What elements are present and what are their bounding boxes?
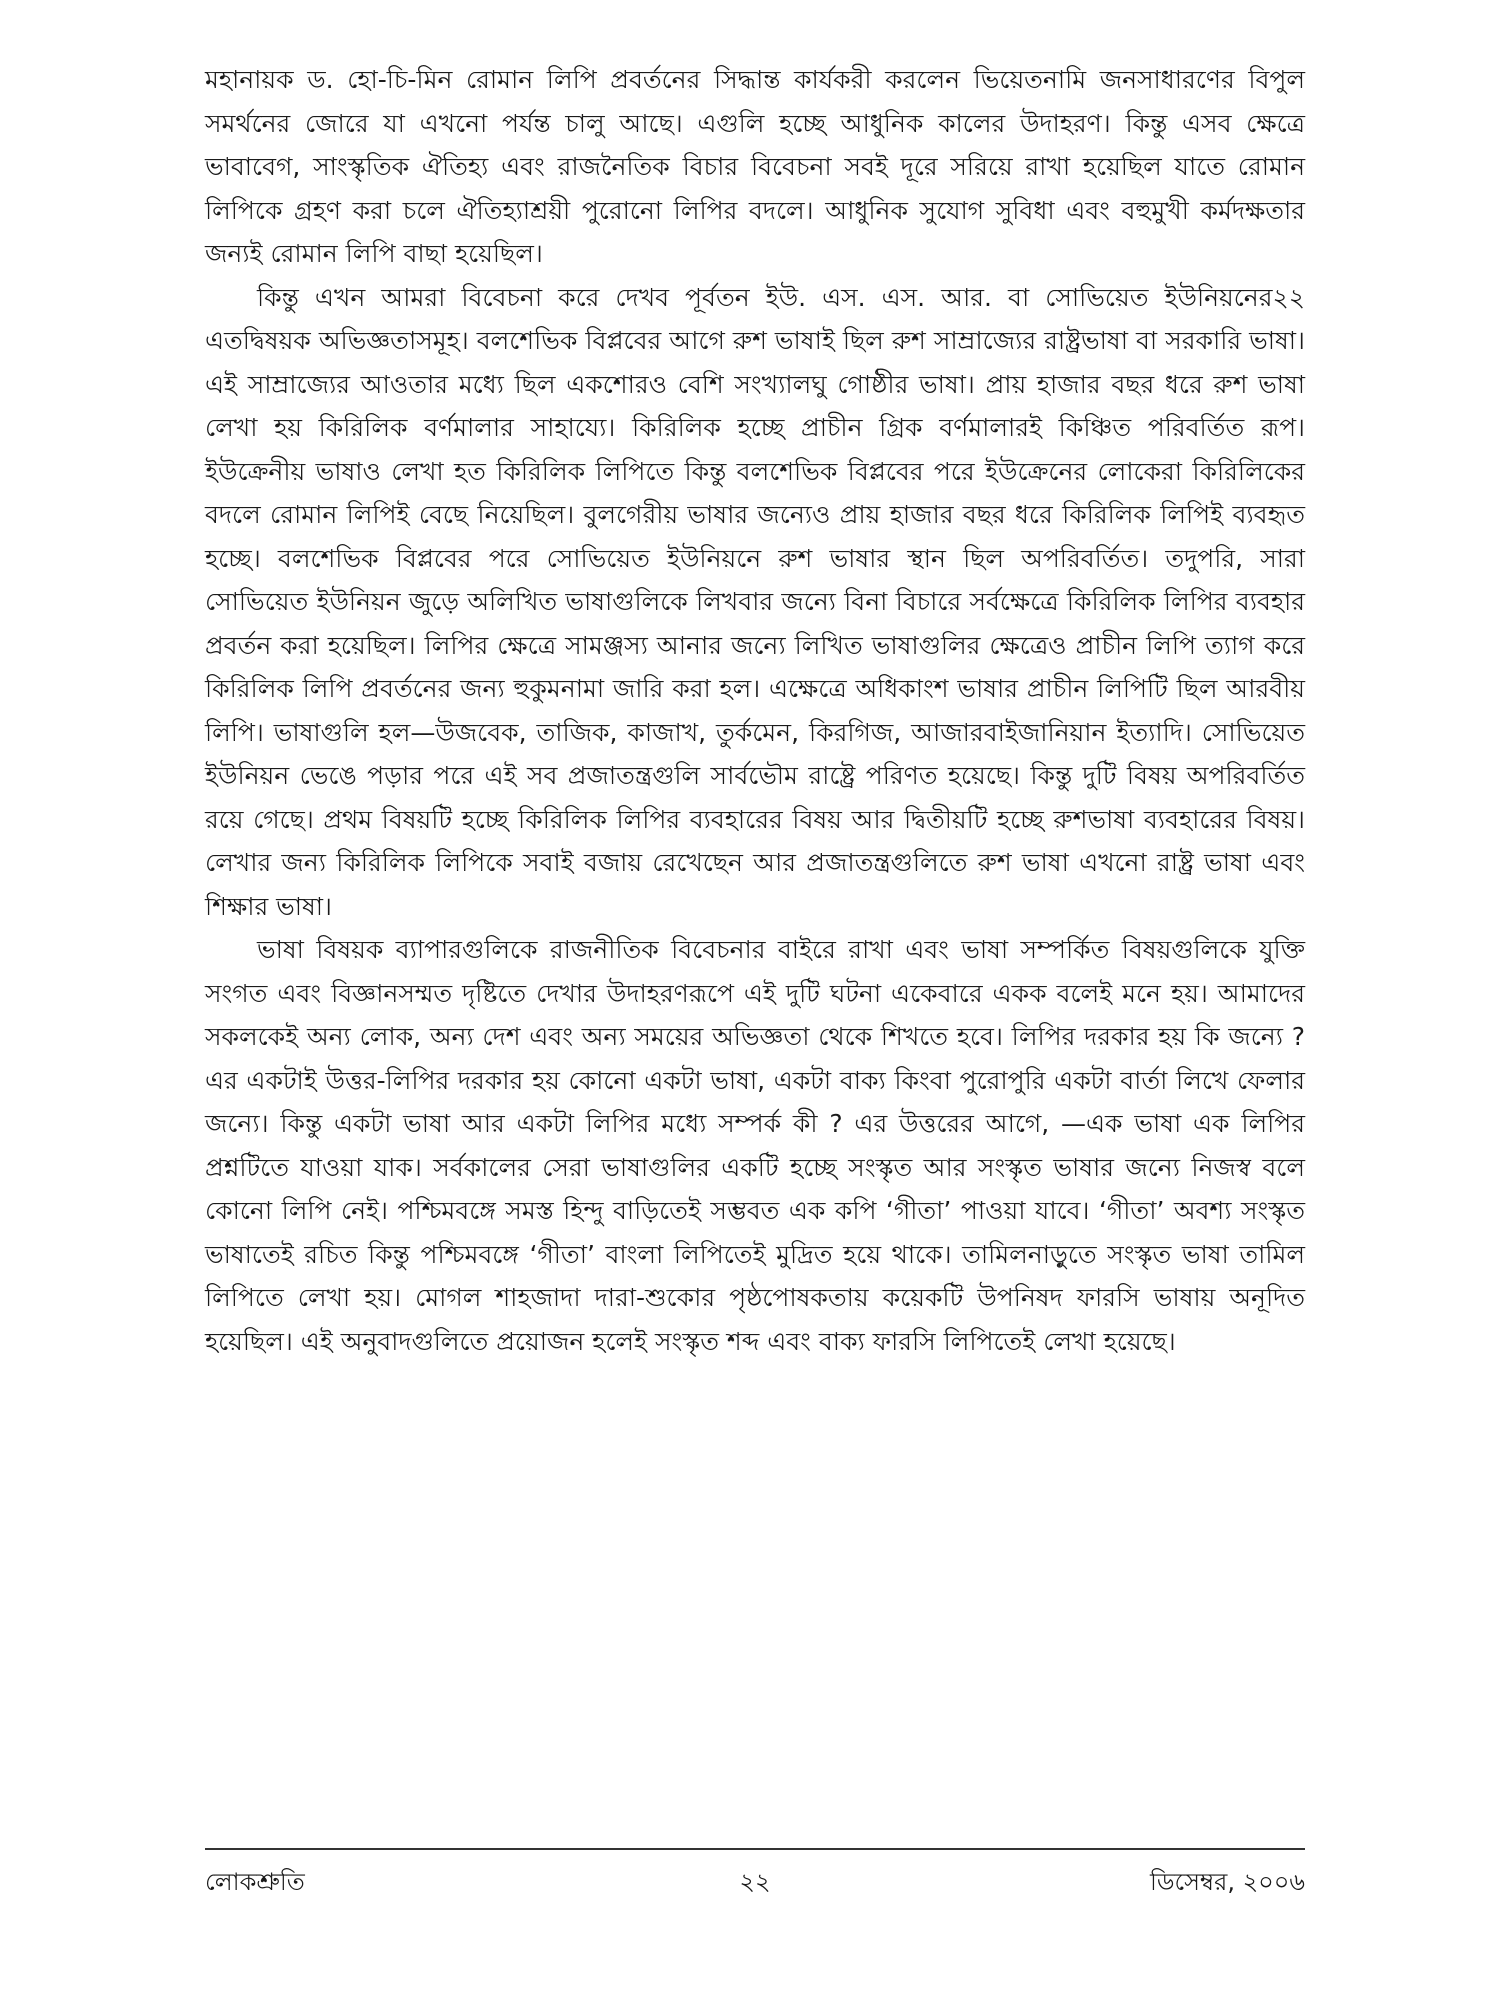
publication-name: লোকশ্রুতি [205,1868,305,1896]
paragraph-3: ভাষা বিষয়ক ব্যাপারগুলিকে রাজনীতিক বিবেচনার বাইরে রাখা এবং ভাষা সম্পর্কিত বিষয়গুলিকে যুক্তি সংগত এবং বিজ্ঞানসম্মত দৃষ্টিতে দেখার উদাহরণরূপে এই দুটি ঘটনা একেবারে একক বলেই মনে হয়। আমাদের সকলকেই অন্য লোক, অন্য দেশ এবং অন্য সময়ের অভিজ্ঞতা থেকে শিখতে হবে। লিপির দরকার হয় কি জন্যে ? এর একটাই উত্তর-লিপির দরকার হয় কোনো একটা ভাষা, একটা বাক্য কিংবা পুরোপুরি একটা বার্তা লিখে ফেলার জন্যে। কিন্তু একটা ভাষা আর একটা লিপির মধ্যে সম্পর্ক কী ? এর উত্তরের আগে, —এক ভাষা এক লিপির প্রশ্নটিতে যাওয়া যাক। সর্বকালের সেরা ভাষাগুলির একটি হচ্ছে সংস্কৃত আর সংস্কৃত ভাষার জন্যে নিজস্ব বলে কোনো লিপি নেই। পশ্চিমবঙ্গে সমস্ত হিন্দু বাড়িতেই সম্ভবত এক কপি ‘গীতা’ পাওয়া যাবে। ‘গীতা’ অবশ্য সংস্কৃত ভাষাতেই রচিত কিন্তু পশ্চিমবঙ্গে ‘গীতা’ বাংলা লিপিতেই মুদ্রিত হয়ে থাকে। তামিলনাড়ুতে সংস্কৃত ভাষা তামিল লিপিতে লেখা হয়। মোগল শাহজাদা দারা-শুকোর পৃষ্ঠপোষকতায় কয়েকটি উপনিষদ ফারসি ভাষায় অনূদিত হয়েছিল। এই অনুবাদগুলিতে প্রয়োজন হলেই সংস্কৃত শব্দ এবং বাক্য ফারসি লিপিতেই লেখা হয়েছে। [205,935,1305,1356]
paragraph-2: কিন্তু এখন আমরা বিবেচনা করে দেখব পূর্বতন ইউ. এস. এস. আর. বা সোভিয়েত ইউনিয়নের২২ এতদ্বিষয়ক অভিজ্ঞতাসমূহ। বলশেভিক বিপ্লবের আগে রুশ ভাষাই ছিল রুশ সাম্রাজ্যের রাষ্ট্রভাষা বা সরকারি ভাষা। এই সাম্রাজ্যের আওতার মধ্যে ছিল একশোরও বেশি সংখ্যালঘু গোষ্ঠীর ভাষা। প্রায় হাজার বছর ধরে রুশ ভাষা লেখা হয় কিরিলিক বর্ণমালার সাহায্যে। কিরিলিক হচ্ছে প্রাচীন গ্রিক বর্ণমালারই কিঞ্চিত পরিবর্তিত রূপ। ইউক্রেনীয় ভাষাও লেখা হত কিরিলিক লিপিতে কিন্তু বলশেভিক বিপ্লবের পরে ইউক্রেনের লোকেরা কিরিলিকের বদলে রোমান লিপিই বেছে নিয়েছিল। বুলগেরীয় ভাষার জন্যেও প্রায় হাজার বছর ধরে কিরিলিক লিপিই ব্যবহৃত হচ্ছে। বলশেভিক বিপ্লবের পরে সোভিয়েত ইউনিয়নে রুশ ভাষার স্থান ছিল অপরিবর্তিত। তদুপরি, সারা সোভিয়েত ইউনিয়ন জুড়ে অলিখিত ভাষাগুলিকে লিখবার জন্যে বিনা বিচারে সর্বক্ষেত্রে কিরিলিক লিপির ব্যবহার প্রবর্তন করা হয়েছিল। লিপির ক্ষেত্রে সামঞ্জস্য আনার জন্যে লিখিত ভাষাগুলির ক্ষেত্রেও প্রাচীন লিপি ত্যাগ করে কিরিলিক লিপি প্রবর্তনের জন্য হুকুমনামা জারি করা হল। এক্ষেত্রে অধিকাংশ ভাষার প্রাচীন লিপিটি ছিল আরবীয় লিপি। ভাষাগুলি হল—উজবেক, তাজিক, কাজাখ, তুর্কমেন, কিরগিজ, আজারবাইজানিয়ান ইত্যাদি। সোভিয়েত ইউনিয়ন ভেঙে পড়ার পরে এই সব প্রজাতন্ত্রগুলি সার্বভৌম রাষ্ট্রে পরিণত হয়েছে। কিন্তু দুটি বিষয় অপরিবর্তিত রয়ে গেছে। প্রথম বিষয়টি হচ্ছে কিরিলিক লিপির ব্যবহারের বিষয় আর দ্বিতীয়টি হচ্ছে রুশভাষা ব্যবহারের বিষয়। লেখার জন্য কিরিলিক লিপিকে সবাই বজায় রেখেছেন আর প্রজাতন্ত্রগুলিতে রুশ ভাষা এখনো রাষ্ট্র ভাষা এবং শিক্ষার ভাষা। [205,282,1305,921]
footer-divider [205,1848,1305,1850]
page-number: ২২ [739,1868,771,1896]
issue-date: ডিসেম্বর, ২০০৬ [1149,1868,1305,1896]
page-footer [205,1864,1305,1904]
body-text [205,58,1305,1363]
paragraph-1: মহানায়ক ড. হো-চি-মিন রোমান লিপি প্রবর্তনের সিদ্ধান্ত কার্যকরী করলেন ভিয়েতনামি জনসাধারণের বিপুল সমর্থনের জোরে যা এখনো পর্যন্ত চালু আছে। এগুলি হচ্ছে আধুনিক কালের উদাহরণ। কিন্তু এসব ক্ষেত্রে ভাবাবেগ, সাংস্কৃতিক ঐতিহ্য এবং রাজনৈতিক বিচার বিবেচনা সবই দূরে সরিয়ে রাখা হয়েছিল যাতে রোমান লিপিকে গ্রহণ করা চলে ঐতিহ্যাশ্রয়ী পুরোনো লিপির বদলে। আধুনিক সুযোগ সুবিধা এবং বহুমুখী কর্মদক্ষতার জন্যই রোমান লিপি বাছা হয়েছিল। [205,65,1305,268]
